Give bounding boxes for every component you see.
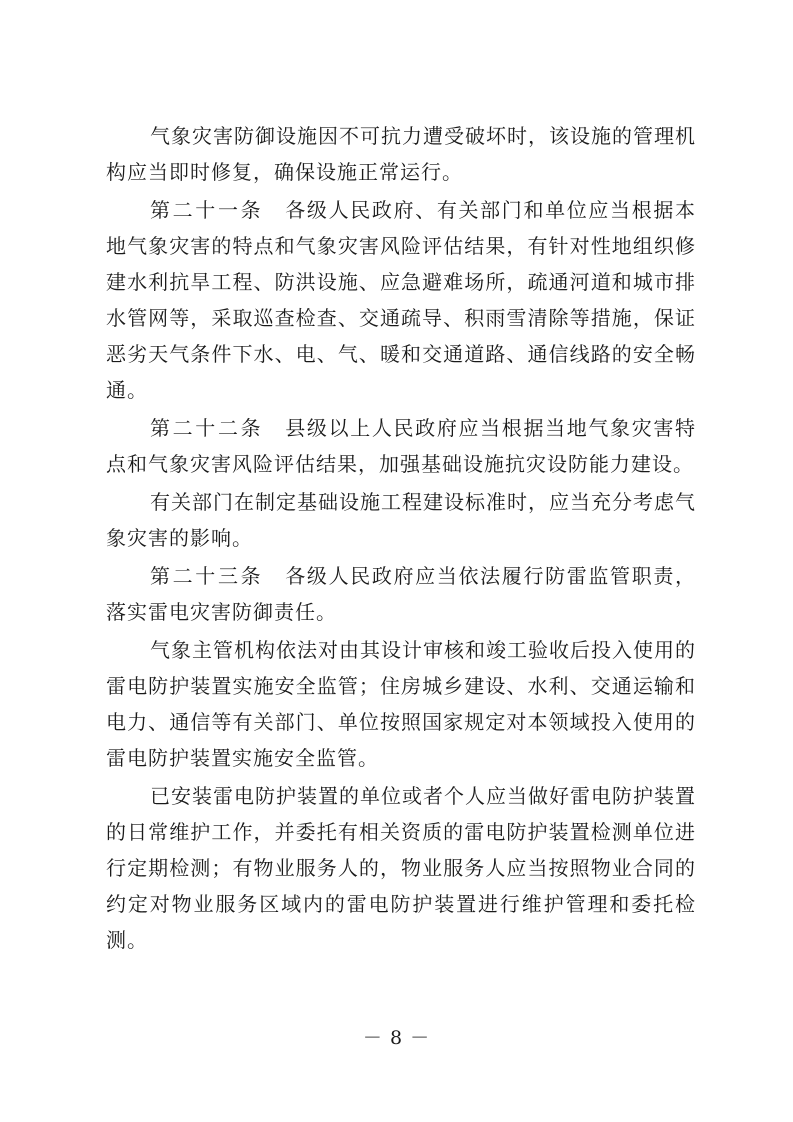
paragraph — [106, 410, 696, 482]
paragraph — [106, 192, 696, 408]
paragraph-text: 有关部门在制定基础设施工程建设标准时，应当充分考虑气象灾害的影响。 — [106, 490, 696, 550]
paragraph-text: 气象主管机构依法对由其设计审核和竣工验收后投入使用的雷电防护装置实施安全监管；住房城乡建设、水利、交通运输和电力、通信等有关部门、单位按照国家规定对本领域投入使用的雷电防护装置实施安全监管。 — [106, 638, 696, 770]
paragraph-text: 已安装雷电防护装置的单位或者个人应当做好雷电防护装置的日常维护工作，并委托有相关资质的雷电防护装置检测单位进行定期检测；有物业服务人的，物业服务人应当按照物业合同的约定对物业服务区域内的雷电防护装置进行维护管理和委托检测。 — [106, 784, 696, 952]
article-number: 第二十一条 — [150, 198, 264, 222]
paragraph — [106, 118, 696, 190]
paragraph — [106, 778, 696, 958]
paragraph — [106, 484, 696, 556]
paragraph-text: 各级人民政府应当依法履行防雷监管职责，落实雷电灾害防御责任。 — [106, 564, 697, 624]
paragraph — [106, 558, 696, 630]
paragraph-text: 各级人民政府、有关部门和单位应当根据本地气象灾害的特点和气象灾害风险评估结果，有针对性地组织修建水利抗旱工程、防洪设施、应急避难场所，疏通河道和城市排水管网等，采取巡查检查、交通疏导、积雨雪清除等措施，保证恶劣天气条件下水、电、气、暖和交通道路、通信线路的安全畅通。 — [106, 198, 697, 402]
article-number: 第二十二条 — [150, 416, 264, 440]
paragraph — [106, 632, 696, 776]
paragraph-text: 气象灾害防御设施因不可抗力遭受破坏时，该设施的管理机构应当即时修复，确保设施正常运行。 — [106, 124, 696, 184]
article-number: 第二十三条 — [150, 564, 264, 588]
page-number: － 8 － — [362, 1027, 431, 1049]
paragraph-text: 县级以上人民政府应当根据当地气象灾害特点和气象灾害风险评估结果，加强基础设施抗灾设防能力建设。 — [106, 416, 697, 476]
document-body — [106, 118, 696, 960]
